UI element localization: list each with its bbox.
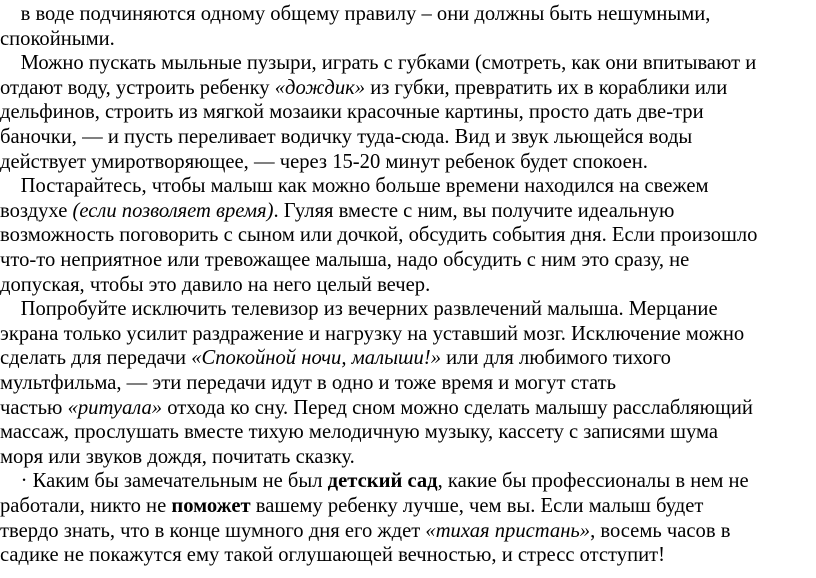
text-run: вашему ребенку лучше, чем вы. Если малыш будет	[250, 495, 704, 517]
text-line	[0, 420, 816, 444]
text-line	[0, 273, 816, 297]
bold-text-run: поможет	[171, 495, 251, 517]
text-run: или для любимого тихого	[441, 347, 671, 370]
text-line	[0, 125, 816, 149]
text-line	[0, 543, 816, 567]
italic-text-run: «Спокойной ночи, малыши!»	[191, 347, 442, 370]
text-run: допуская, чтобы это давило на него целый вечер.	[0, 273, 431, 296]
text-run: , какие бы профессионалы в нем не	[437, 470, 749, 493]
text-run: в воде подчиняются одному общему правилу – они должны быть нешумными,	[0, 3, 711, 25]
text-line	[0, 445, 816, 469]
text-run: частью	[0, 396, 68, 419]
text-run: спокойными.	[0, 27, 115, 50]
text-line	[0, 174, 816, 198]
italic-text-run: «тихая пристань»	[425, 519, 591, 542]
text-line	[0, 297, 816, 321]
text-run: Можно пускать мыльные пузыри, играть с губками (смотреть, как они впитывают и	[0, 52, 757, 75]
text-line	[0, 494, 816, 518]
text-line	[0, 396, 816, 420]
text-line	[0, 322, 816, 346]
text-line	[0, 27, 816, 51]
text-run: твердо знать, что в конце шумного дня его ждет	[0, 519, 426, 542]
text-run: баночки, — и пусть переливает водичку туда-сюда. Вид и звук льющейся воды	[0, 126, 693, 148]
text-run: моря или звуков дождя, почитать сказку.	[0, 445, 355, 468]
text-run: отдают воду, устроить ребенку	[0, 76, 275, 99]
italic-text-run: «дождик»	[274, 76, 366, 99]
text-run: Постарайтесь, чтобы малыш как можно больше времени находился на свежем	[0, 175, 709, 198]
text-run: отхода ко сну. Перед сном можно сделать малышу расслабляющий	[162, 396, 753, 419]
text-run: работали, никто не	[0, 495, 172, 517]
text-run: экрана только усилит раздражение и нагрузку на уставший мозг. Исключение можно	[0, 322, 745, 345]
italic-text-run: (если позволяет время)	[72, 199, 274, 222]
text-line	[0, 223, 816, 247]
text-run: что-то неприятное или тревожащее малыша, надо обсудить с ним это сразу, не	[0, 249, 690, 271]
bold-text-run: детский сад	[327, 470, 438, 493]
text-line	[0, 2, 816, 26]
text-line	[0, 51, 816, 75]
text-line	[0, 248, 816, 272]
text-line	[0, 469, 816, 493]
text-run: · Каким бы замечательным не был	[0, 470, 328, 493]
text-run: воздухе	[0, 199, 73, 222]
text-line	[0, 150, 816, 174]
text-run: . Гуляя вместе с ним, вы получите идеальную	[273, 199, 675, 222]
text-run: возможность поговорить с сыном или дочкой, обсудить события дня. Если произошло	[0, 224, 758, 247]
text-run: дельфинов, строить из мягкой мозаики красочные картины, просто дать две-три	[0, 101, 704, 124]
text-line	[0, 371, 816, 395]
text-line	[0, 76, 816, 100]
text-line	[0, 100, 816, 124]
text-run: сделать для передачи	[0, 347, 192, 370]
text-line	[0, 519, 816, 543]
text-run: мультфильма, — эти передачи идут в одно и тоже время и могут стать	[0, 372, 617, 394]
text-line	[0, 199, 816, 223]
text-run: из губки, превратить их в кораблики или	[365, 76, 728, 99]
text-line	[0, 346, 816, 370]
text-run: действует умиротворяющее, — через 15-20 минут ребенок будет спокоен.	[0, 150, 648, 173]
text-run: Попробуйте исключить телевизор из вечерних развлечений малыша. Мерцание	[0, 298, 718, 321]
italic-text-run: «ритуала»	[67, 396, 163, 419]
text-run: массаж, прослушать вместе тихую мелодичную музыку, кассету с записями шума	[0, 421, 719, 444]
text-run: , восемь часов в	[590, 519, 731, 542]
text-run: садике не покажутся ему такой оглушающей вечностью, и стресс отступит!	[0, 544, 665, 567]
